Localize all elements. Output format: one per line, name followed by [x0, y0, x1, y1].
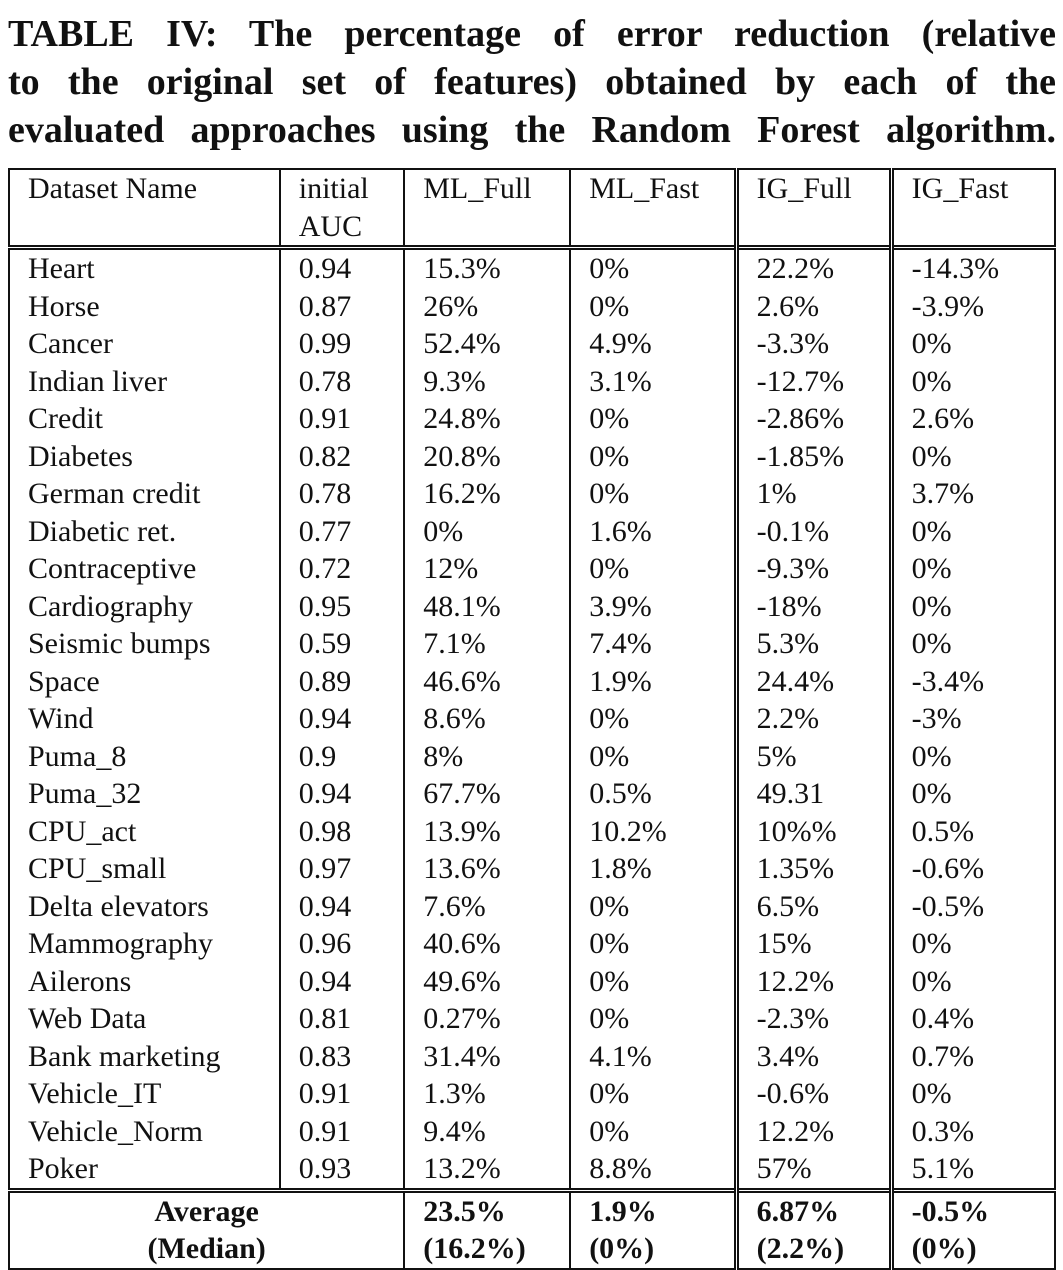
dataset-name-cell: Seismic bumps — [9, 625, 280, 663]
ml-fast-cell: 4.1% — [570, 1038, 736, 1076]
ig-fast-cell: -3% — [891, 700, 1055, 738]
ig-full-average: 6.87% — [756, 1194, 840, 1228]
header-ml-full: ML_Full — [404, 169, 570, 248]
header-auc-line1: initial — [298, 172, 369, 205]
ml-full-cell: 7.6% — [404, 888, 570, 926]
initial-auc-cell: 0.95 — [280, 588, 404, 626]
ml-fast-cell: 0% — [570, 925, 736, 963]
initial-auc-cell: 0.94 — [280, 888, 404, 926]
dataset-name-cell: Puma_32 — [9, 775, 280, 813]
dataset-name-cell: Delta elevators — [9, 888, 280, 926]
table-row — [9, 700, 1055, 738]
dataset-name-cell: Poker — [9, 1150, 280, 1190]
table-row — [9, 625, 1055, 663]
table-row — [9, 663, 1055, 701]
ig-full-cell: -18% — [736, 588, 891, 626]
ig-full-cell: -1.85% — [736, 438, 891, 476]
table-row — [9, 400, 1055, 438]
ig-fast-cell: -3.9% — [891, 288, 1055, 326]
initial-auc-cell: 0.87 — [280, 288, 404, 326]
ml-full-cell: 15.3% — [404, 248, 570, 288]
ig-full-cell: 57% — [736, 1150, 891, 1190]
ig-fast-median: (0%) — [911, 1232, 977, 1265]
dataset-name-cell: Diabetic ret. — [9, 513, 280, 551]
initial-auc-cell: 0.82 — [280, 438, 404, 476]
ml-full-cell: 52.4% — [404, 325, 570, 363]
table-row — [9, 475, 1055, 513]
ml-full-cell: 26% — [404, 288, 570, 326]
ig-fast-cell: -0.5% — [891, 888, 1055, 926]
ig-fast-cell: 0% — [891, 925, 1055, 963]
table-row — [9, 850, 1055, 888]
table-row — [9, 1038, 1055, 1076]
ig-fast-cell: 0% — [891, 625, 1055, 663]
header-initial-auc — [280, 169, 404, 248]
ml-full-cell: 46.6% — [404, 663, 570, 701]
table-row — [9, 325, 1055, 363]
dataset-name-cell: German credit — [9, 475, 280, 513]
table-row — [9, 248, 1055, 288]
ig-fast-cell: 0% — [891, 738, 1055, 776]
ml-fast-cell: 10.2% — [570, 813, 736, 851]
ig-fast-cell: 0% — [891, 550, 1055, 588]
ig-fast-cell: 2.6% — [891, 400, 1055, 438]
ml-full-average: 23.5% — [423, 1194, 506, 1228]
header-ml-fast: ML_Fast — [570, 169, 736, 248]
initial-auc-cell: 0.94 — [280, 775, 404, 813]
ig-full-cell: 10%% — [736, 813, 891, 851]
average-row — [9, 1190, 1055, 1269]
initial-auc-cell: 0.78 — [280, 475, 404, 513]
initial-auc-cell: 0.78 — [280, 363, 404, 401]
ig-full-cell: 2.2% — [736, 700, 891, 738]
ml-fast-cell: 0% — [570, 438, 736, 476]
ig-fast-cell: 0% — [891, 513, 1055, 551]
dataset-name-cell: Ailerons — [9, 963, 280, 1001]
table-body — [9, 248, 1055, 1191]
ml-full-cell: 67.7% — [404, 775, 570, 813]
ml-fast-cell: 0% — [570, 248, 736, 288]
ml-fast-cell: 0% — [570, 888, 736, 926]
ml-full-cell: 40.6% — [404, 925, 570, 963]
ig-full-cell: 24.4% — [736, 663, 891, 701]
initial-auc-cell: 0.91 — [280, 1075, 404, 1113]
table-row — [9, 813, 1055, 851]
ml-full-cell: 24.8% — [404, 400, 570, 438]
results-table — [8, 168, 1056, 1270]
table-row — [9, 775, 1055, 813]
ml-full-cell: 13.2% — [404, 1150, 570, 1190]
ig-full-cell: 1% — [736, 475, 891, 513]
ig-fast-summary — [891, 1190, 1055, 1269]
average-label: Average — [154, 1194, 259, 1228]
dataset-name-cell: Space — [9, 663, 280, 701]
table-row — [9, 888, 1055, 926]
ig-fast-cell: -14.3% — [891, 248, 1055, 288]
table-caption — [8, 10, 1056, 154]
ig-full-cell: -0.6% — [736, 1075, 891, 1113]
ig-fast-cell: 0.3% — [891, 1113, 1055, 1151]
ml-fast-cell: 0% — [570, 1113, 736, 1151]
initial-auc-cell: 0.94 — [280, 963, 404, 1001]
average-median-label — [9, 1190, 404, 1269]
initial-auc-cell: 0.72 — [280, 550, 404, 588]
ig-fast-cell: 0% — [891, 775, 1055, 813]
ml-full-cell: 31.4% — [404, 1038, 570, 1076]
ig-fast-average: -0.5% — [911, 1194, 990, 1228]
dataset-name-cell: CPU_act — [9, 813, 280, 851]
ml-fast-cell: 0% — [570, 288, 736, 326]
ig-fast-cell: -0.6% — [891, 850, 1055, 888]
ig-full-median: (2.2%) — [756, 1232, 845, 1265]
dataset-name-cell: Puma_8 — [9, 738, 280, 776]
ig-full-cell: -2.3% — [736, 1000, 891, 1038]
dataset-name-cell: Vehicle_IT — [9, 1075, 280, 1113]
median-label: (Median) — [147, 1232, 266, 1265]
initial-auc-cell: 0.96 — [280, 925, 404, 963]
initial-auc-cell: 0.99 — [280, 325, 404, 363]
ml-full-cell: 48.1% — [404, 588, 570, 626]
table-row — [9, 925, 1055, 963]
caption-line: to the original set of features) obtained by each of the — [8, 61, 1056, 103]
ml-full-cell: 0.27% — [404, 1000, 570, 1038]
initial-auc-cell: 0.93 — [280, 1150, 404, 1190]
initial-auc-cell: 0.59 — [280, 625, 404, 663]
ig-fast-cell: 3.7% — [891, 475, 1055, 513]
initial-auc-cell: 0.91 — [280, 1113, 404, 1151]
ml-full-cell: 8% — [404, 738, 570, 776]
table-row — [9, 513, 1055, 551]
dataset-name-cell: Heart — [9, 248, 280, 288]
ml-fast-cell: 7.4% — [570, 625, 736, 663]
ml-full-cell: 16.2% — [404, 475, 570, 513]
ml-fast-cell: 0% — [570, 738, 736, 776]
ml-fast-cell: 8.8% — [570, 1150, 736, 1190]
ig-fast-cell: 0.5% — [891, 813, 1055, 851]
initial-auc-cell: 0.98 — [280, 813, 404, 851]
ml-full-cell: 1.3% — [404, 1075, 570, 1113]
dataset-name-cell: Vehicle_Norm — [9, 1113, 280, 1151]
initial-auc-cell: 0.94 — [280, 248, 404, 288]
dataset-name-cell: Cancer — [9, 325, 280, 363]
ml-full-cell: 8.6% — [404, 700, 570, 738]
ml-fast-cell: 0.5% — [570, 775, 736, 813]
table-row — [9, 288, 1055, 326]
header-auc-line2: AUC — [298, 209, 363, 243]
ig-fast-cell: 0.7% — [891, 1038, 1055, 1076]
ml-fast-cell: 0% — [570, 700, 736, 738]
dataset-name-cell: Credit — [9, 400, 280, 438]
initial-auc-cell: 0.9 — [280, 738, 404, 776]
ml-full-median: (16.2%) — [423, 1232, 526, 1265]
header-ig-fast: IG_Fast — [891, 169, 1055, 248]
dataset-name-cell: Diabetes — [9, 438, 280, 476]
ig-full-cell: 1.35% — [736, 850, 891, 888]
ml-full-cell: 49.6% — [404, 963, 570, 1001]
ml-full-cell: 20.8% — [404, 438, 570, 476]
dataset-name-cell: Wind — [9, 700, 280, 738]
ml-fast-cell: 1.6% — [570, 513, 736, 551]
ig-fast-cell: -3.4% — [891, 663, 1055, 701]
ml-fast-cell: 3.9% — [570, 588, 736, 626]
ml-fast-cell: 0% — [570, 475, 736, 513]
initial-auc-cell: 0.89 — [280, 663, 404, 701]
table-row — [9, 1150, 1055, 1190]
ig-fast-cell: 0% — [891, 1075, 1055, 1113]
ig-fast-cell: 0% — [891, 363, 1055, 401]
ml-fast-average: 1.9% — [589, 1194, 657, 1228]
initial-auc-cell: 0.81 — [280, 1000, 404, 1038]
ml-full-cell: 0% — [404, 513, 570, 551]
dataset-name-cell: Mammography — [9, 925, 280, 963]
ig-full-summary — [736, 1190, 891, 1269]
ml-full-cell: 9.4% — [404, 1113, 570, 1151]
table-row — [9, 963, 1055, 1001]
table-row — [9, 1113, 1055, 1151]
ig-full-cell: 5% — [736, 738, 891, 776]
ig-fast-cell: 5.1% — [891, 1150, 1055, 1190]
ml-fast-cell: 4.9% — [570, 325, 736, 363]
table-row — [9, 588, 1055, 626]
ig-full-cell: 49.31 — [736, 775, 891, 813]
initial-auc-cell: 0.94 — [280, 700, 404, 738]
header-dataset-name: Dataset Name — [9, 169, 280, 248]
header-row — [9, 169, 1055, 248]
ig-fast-cell: 0% — [891, 325, 1055, 363]
ig-full-cell: 6.5% — [736, 888, 891, 926]
caption-line: evaluated approaches using the Random Forest algorithm. — [8, 109, 1056, 151]
ml-fast-cell: 0% — [570, 1075, 736, 1113]
ml-fast-cell: 1.9% — [570, 663, 736, 701]
ml-full-cell: 9.3% — [404, 363, 570, 401]
ml-fast-cell: 0% — [570, 550, 736, 588]
initial-auc-cell: 0.91 — [280, 400, 404, 438]
table-row — [9, 738, 1055, 776]
table-row — [9, 1075, 1055, 1113]
ml-fast-cell: 3.1% — [570, 363, 736, 401]
ig-full-cell: -2.86% — [736, 400, 891, 438]
ml-fast-cell: 0% — [570, 963, 736, 1001]
ml-fast-median: (0%) — [589, 1232, 655, 1265]
dataset-name-cell: Bank marketing — [9, 1038, 280, 1076]
table-row — [9, 1000, 1055, 1038]
ig-full-cell: -0.1% — [736, 513, 891, 551]
ig-full-cell: -12.7% — [736, 363, 891, 401]
ig-fast-cell: 0.4% — [891, 1000, 1055, 1038]
ig-full-cell: 5.3% — [736, 625, 891, 663]
initial-auc-cell: 0.97 — [280, 850, 404, 888]
ig-full-cell: 2.6% — [736, 288, 891, 326]
ml-full-cell: 7.1% — [404, 625, 570, 663]
ml-full-cell: 13.6% — [404, 850, 570, 888]
ml-fast-cell: 1.8% — [570, 850, 736, 888]
ig-full-cell: 12.2% — [736, 1113, 891, 1151]
ml-full-cell: 12% — [404, 550, 570, 588]
ig-full-cell: 22.2% — [736, 248, 891, 288]
ig-fast-cell: 0% — [891, 963, 1055, 1001]
ig-fast-cell: 0% — [891, 588, 1055, 626]
ml-fast-cell: 0% — [570, 1000, 736, 1038]
ig-full-cell: 12.2% — [736, 963, 891, 1001]
dataset-name-cell: Contraceptive — [9, 550, 280, 588]
initial-auc-cell: 0.83 — [280, 1038, 404, 1076]
header-ig-full: IG_Full — [736, 169, 891, 248]
dataset-name-cell: Cardiography — [9, 588, 280, 626]
ml-full-summary — [404, 1190, 570, 1269]
ig-fast-cell: 0% — [891, 438, 1055, 476]
ml-fast-summary — [570, 1190, 736, 1269]
table-row — [9, 438, 1055, 476]
ig-full-cell: 3.4% — [736, 1038, 891, 1076]
dataset-name-cell: CPU_small — [9, 850, 280, 888]
ig-full-cell: -9.3% — [736, 550, 891, 588]
dataset-name-cell: Indian liver — [9, 363, 280, 401]
table-row — [9, 363, 1055, 401]
dataset-name-cell: Web Data — [9, 1000, 280, 1038]
initial-auc-cell: 0.77 — [280, 513, 404, 551]
ig-full-cell: 15% — [736, 925, 891, 963]
ig-full-cell: -3.3% — [736, 325, 891, 363]
ml-fast-cell: 0% — [570, 400, 736, 438]
caption-line: TABLE IV: The percentage of error reduction (relative — [8, 13, 1056, 55]
table-row — [9, 550, 1055, 588]
ml-full-cell: 13.9% — [404, 813, 570, 851]
dataset-name-cell: Horse — [9, 288, 280, 326]
